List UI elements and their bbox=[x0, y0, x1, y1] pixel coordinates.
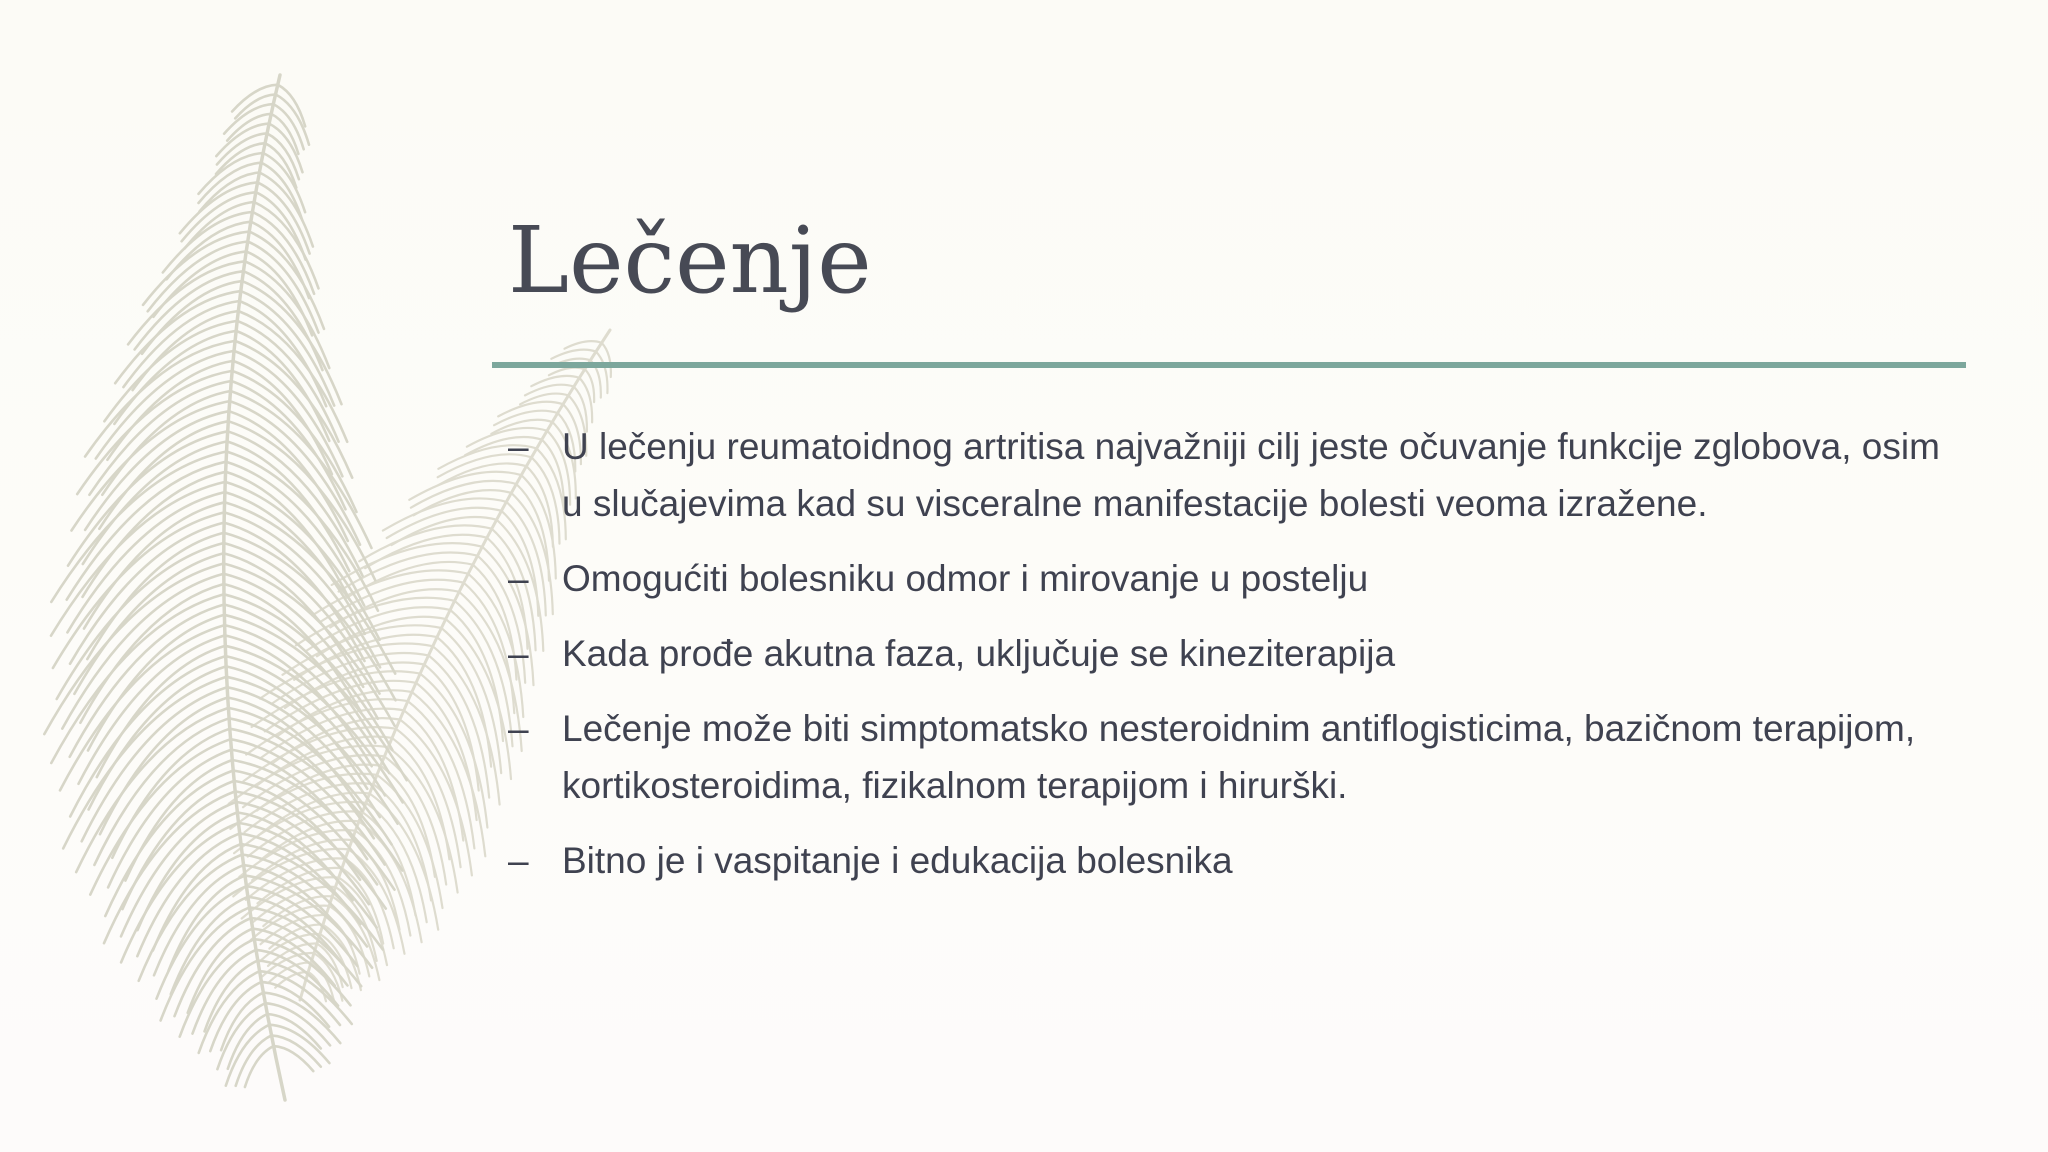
title-divider bbox=[492, 362, 1966, 368]
feather-barb bbox=[551, 350, 596, 359]
feather-barb bbox=[236, 1035, 272, 1085]
bullet-text: Lečenje može biti simptomatsko nesteroidnim antiflogisticima, bazičnom terapijom, kortikosteroidima, fizikalnom terapijom i hirurški. bbox=[562, 708, 1916, 806]
feather-barb bbox=[383, 498, 506, 530]
feather-barb bbox=[498, 402, 563, 417]
bullet-dash: – bbox=[508, 840, 529, 881]
bullet-item bbox=[508, 550, 1968, 607]
feather-barb bbox=[332, 543, 483, 585]
feather-barb bbox=[227, 114, 271, 141]
feather-barb bbox=[565, 341, 602, 349]
feather-barb bbox=[254, 202, 318, 288]
bullet-text: Kada prođe akutna faza, uključuje se kineziterapija bbox=[562, 633, 1396, 674]
feather-barb bbox=[245, 1046, 274, 1087]
bullet-list bbox=[508, 418, 1968, 907]
bullet-item bbox=[508, 700, 1968, 814]
feather-barb bbox=[414, 490, 512, 515]
feather-barb bbox=[143, 232, 249, 305]
bullet-dash: – bbox=[508, 426, 529, 467]
bullet-item bbox=[508, 625, 1968, 682]
feather-barb bbox=[409, 472, 521, 500]
bullet-dash: – bbox=[508, 558, 529, 599]
bullet-text: U lečenju reumatoidnog artritisa najvažniji cilj jeste očuvanje funkcije zglobova, osim u slučajevima kad su visceralne manifestacije bolesti veoma izražene. bbox=[562, 426, 1940, 524]
feather-barb bbox=[549, 368, 585, 376]
bullet-dash: – bbox=[508, 708, 529, 749]
bullet-text: Omogućiti bolesniku odmor i mirovanje u postelju bbox=[562, 558, 1369, 599]
slide-title: Lečenje bbox=[508, 207, 872, 314]
bullet-dash: – bbox=[508, 633, 529, 674]
feather-barb bbox=[387, 508, 502, 538]
feather-barb bbox=[392, 517, 497, 545]
bullet-item bbox=[508, 418, 1968, 532]
feather-front bbox=[44, 75, 406, 1100]
bullet-text: Bitno je i vaspitanje i edukacija bolesnika bbox=[562, 840, 1233, 881]
bullet-item bbox=[508, 832, 1968, 889]
